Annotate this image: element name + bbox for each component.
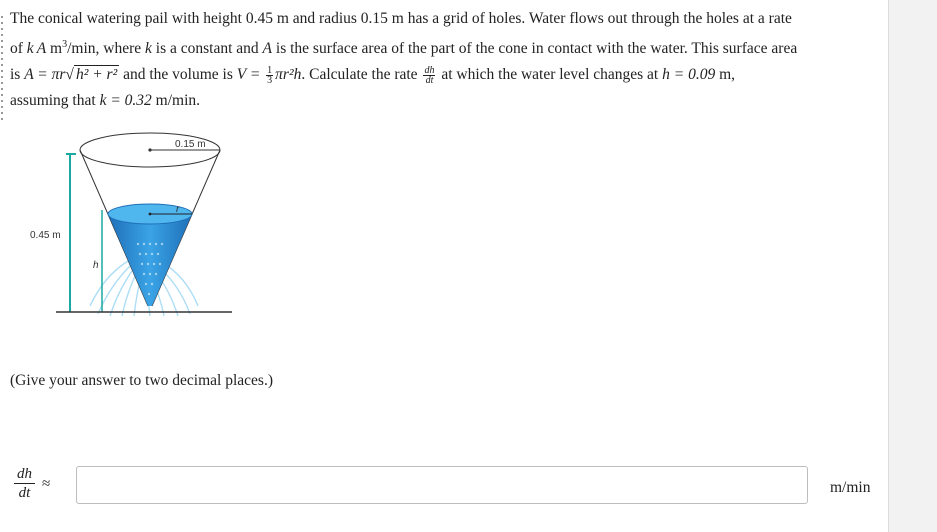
fraction-numerator: dh xyxy=(14,465,35,484)
cone-figure xyxy=(20,126,260,326)
problem-text: /min, where xyxy=(67,40,146,58)
a-variable: A xyxy=(262,40,273,58)
h-value: h = 0.09 xyxy=(662,66,716,84)
problem-text: of xyxy=(10,40,27,58)
problem-line-3 xyxy=(10,62,880,88)
problem-text: assuming that xyxy=(10,92,100,110)
right-side-panel xyxy=(888,0,937,532)
h-label: h xyxy=(93,260,99,271)
unit-label: m/min xyxy=(830,479,871,496)
problem-text: m, xyxy=(715,66,736,84)
fraction-denominator: 3 xyxy=(267,75,273,87)
margin-marker xyxy=(0,12,6,122)
problem-text: is xyxy=(10,66,25,84)
answer-fraction xyxy=(14,465,35,502)
problem-text: and the volume is xyxy=(119,66,237,84)
fraction-denominator: dt xyxy=(425,75,434,87)
problem-line-4 xyxy=(10,88,880,114)
problem-text: The conical watering pail with height 0.45 m and radius 0.15 m has a grid of holes. Water flows out through the holes at a rate xyxy=(10,10,792,27)
problem-line-1 xyxy=(10,6,880,32)
fraction-denominator: dt xyxy=(18,485,31,501)
problem-text: is the surface area of the part of the cone in contact with the water. This surface area xyxy=(272,40,798,58)
fraction-numerator: dh xyxy=(424,65,435,77)
problem-text: is a constant and xyxy=(151,40,263,58)
water-center-dot xyxy=(149,213,152,216)
k-variable: k xyxy=(26,40,34,58)
instruction-text: (Give your answer to two decimal places.) xyxy=(10,372,273,389)
k-value: k = 0.32 xyxy=(99,92,152,110)
problem-statement xyxy=(10,6,880,114)
fraction-numerator: 1 xyxy=(267,65,273,77)
rim-center-dot xyxy=(148,148,151,151)
answer-input[interactable] xyxy=(76,466,808,504)
exponent: 3 xyxy=(62,39,68,50)
one-third-fraction xyxy=(266,66,273,85)
sqrt-sign: √ xyxy=(65,66,74,84)
rate-fraction xyxy=(423,66,435,85)
problem-text: m/min. xyxy=(151,92,201,110)
r-label: r xyxy=(176,204,180,215)
height-label: 0.45 m xyxy=(30,230,61,241)
problem-text: . Calculate the rate xyxy=(301,66,422,84)
area-formula: A = πr xyxy=(24,66,66,84)
sqrt-radicand: h² + r² xyxy=(75,66,118,84)
problem-line-2 xyxy=(10,32,880,62)
k-variable: k xyxy=(145,40,152,58)
problem-text: at which the water level changes at xyxy=(437,66,663,84)
volume-formula-rest: πr²h xyxy=(275,66,302,84)
cone-illustration xyxy=(20,126,260,326)
approx-symbol: ≈ xyxy=(42,476,51,492)
volume-formula: V = xyxy=(236,66,265,84)
a-variable: A xyxy=(36,40,47,58)
radius-label: 0.15 m xyxy=(175,139,206,150)
problem-text: m xyxy=(46,40,63,58)
